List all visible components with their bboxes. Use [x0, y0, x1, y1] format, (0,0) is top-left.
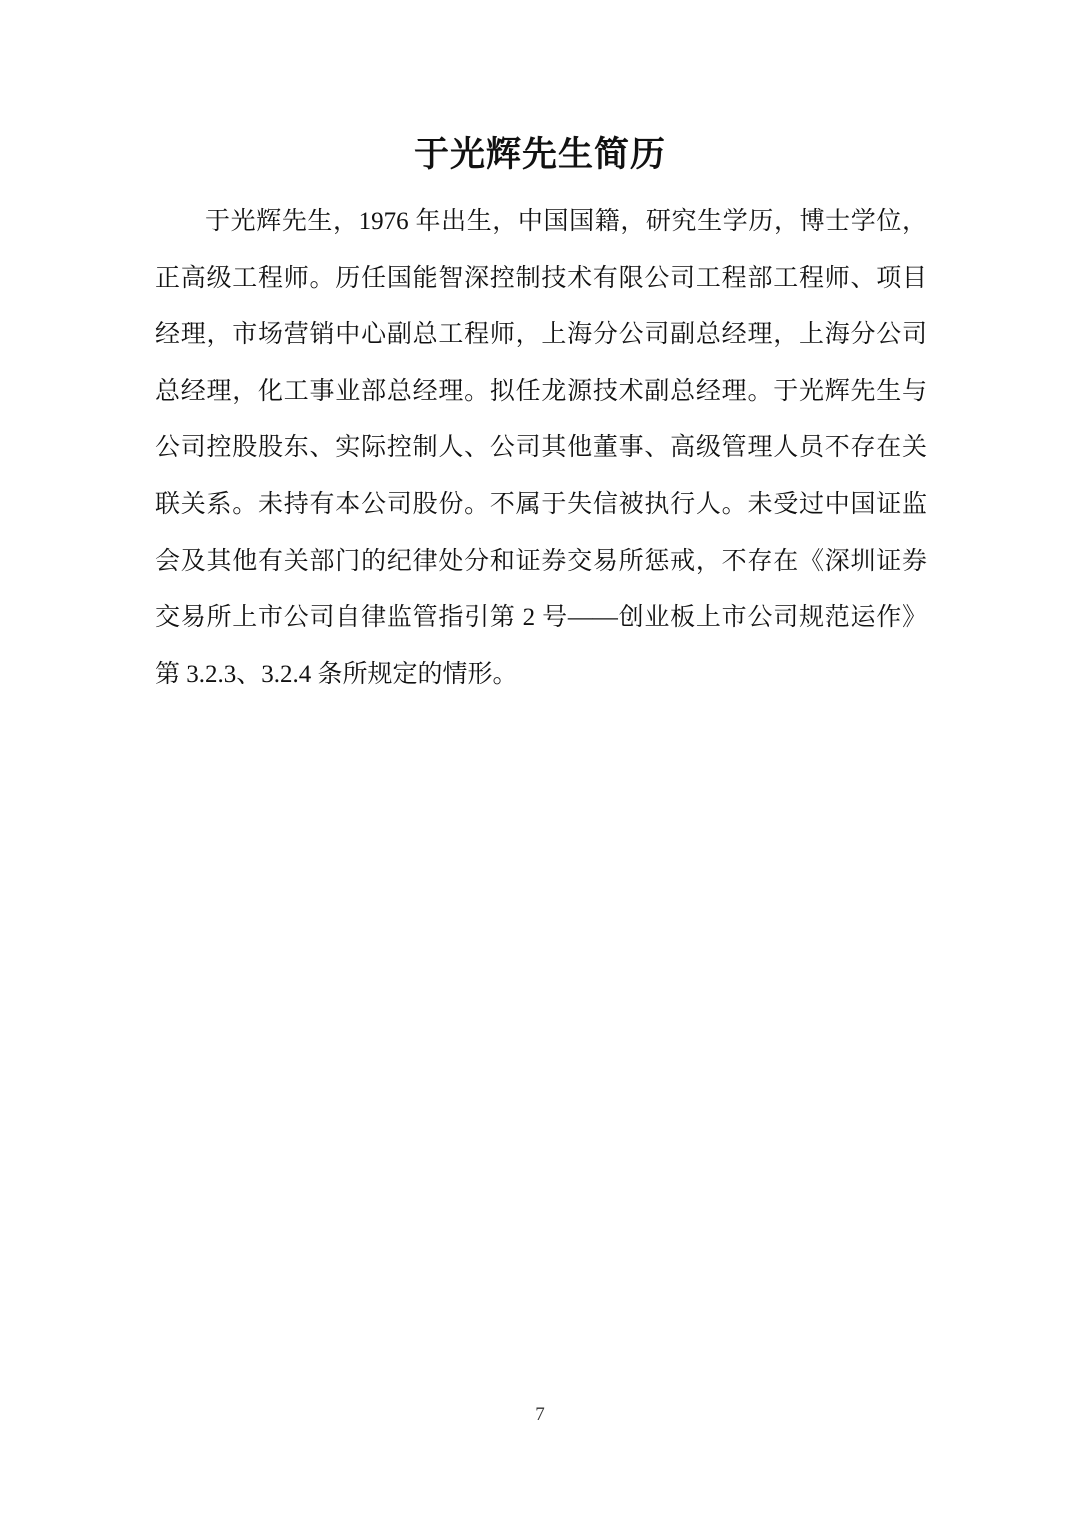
page-number: 7: [535, 1404, 545, 1425]
body-line-5: 公司控股股东、实际控制人、公司其他董事、高级管理人员不存在关: [155, 434, 927, 462]
body-line-7: 会及其他有关部门的纪律处分和证券交易所惩戒，不存在《深圳证券: [155, 547, 927, 575]
body-line-8: 交易所上市公司自律监管指引第 2 号——创业板上市公司规范运作》: [155, 604, 927, 632]
body-line-4: 总经理，化工事业部总经理。拟任龙源技术副总经理。于光辉先生与: [155, 377, 927, 405]
body-line-1: 于光辉先生，1976 年出生，中国国籍，研究生学历，博士学位，: [205, 208, 927, 235]
body-line-9: 第 3.2.3、3.2.4 条所规定的情形。: [155, 660, 518, 688]
body-line-2: 正高级工程师。历任国能智深控制技术有限公司工程部工程师、项目: [155, 264, 927, 292]
document-body: [155, 194, 927, 703]
body-line-6: 联关系。未持有本公司股份。不属于失信被执行人。未受过中国证监: [155, 490, 927, 518]
body-line-3: 经理，市场营销中心副总工程师，上海分公司副总经理，上海分公司: [155, 321, 927, 349]
document-title: 于光辉先生简历: [413, 135, 666, 174]
